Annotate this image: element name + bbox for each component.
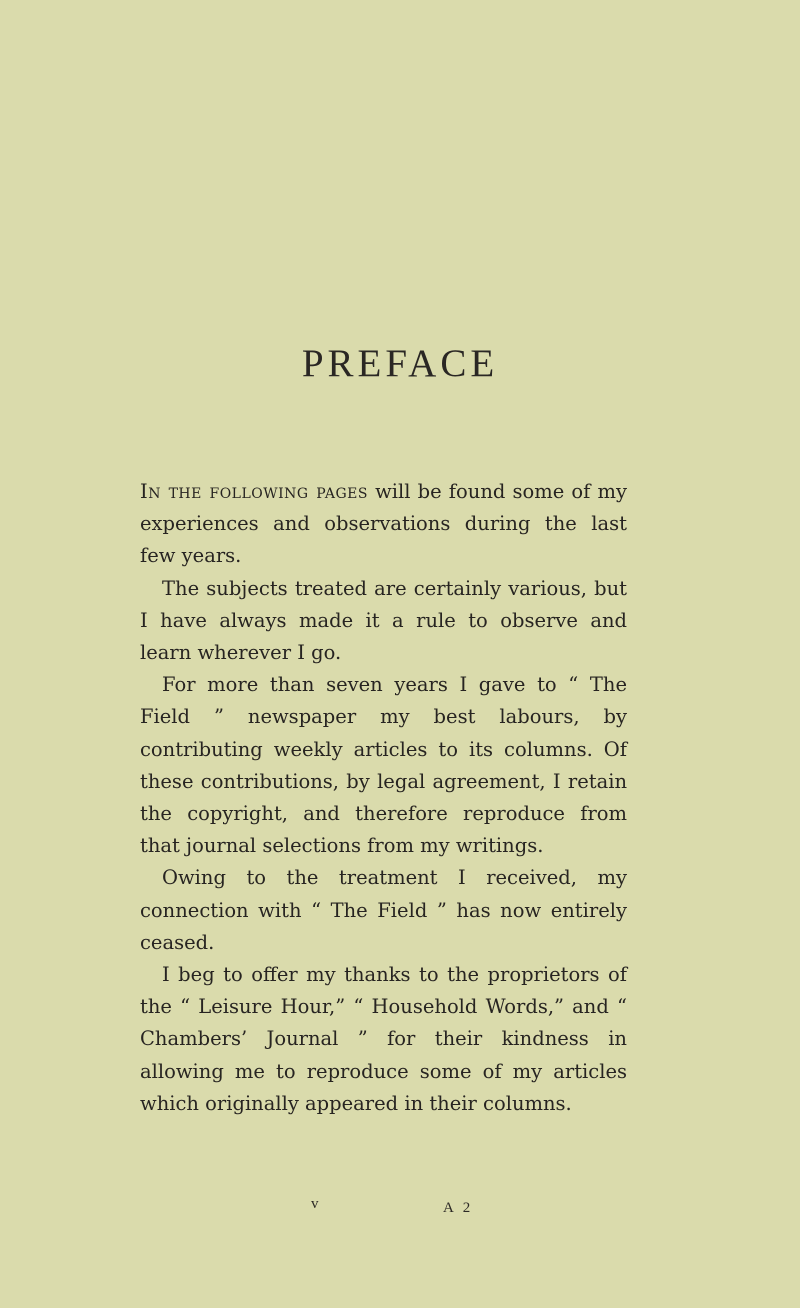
- page-title: PREFACE: [301, 342, 499, 385]
- paragraph-4: Owing to the treatment I received, my connection with “ The Field ” has now entirely ceased.: [140, 866, 627, 954]
- page-footer: [140, 1196, 627, 1220]
- paragraph-1-text: will be found some of my experiences and observations during the last few years.: [140, 480, 628, 568]
- paragraph-3: For more than seven years I gave to “ The Field ” newspaper my best labours, by contributing weekly articles to its columns. Of these contributions, by legal agreement, I retain the copyright, and therefore reproduce from that journal selections from my writings.: [140, 673, 627, 858]
- paragraph-5: I beg to offer my thanks to the proprietors of the “ Leisure Hour,” “ Household Words,” and “ Chambers’ Journal ” for their kindness in allowing me to reproduce some of my articles which originally appeared in their columns.: [140, 963, 627, 1115]
- page-number: v: [311, 1196, 319, 1212]
- paragraph-lead-smallcaps: In the following pages: [140, 480, 368, 503]
- paragraph-1: [140, 476, 627, 573]
- signature-mark: A 2: [443, 1200, 474, 1216]
- preface-body: [140, 476, 627, 1120]
- paragraph-2: The subjects treated are certainly various, but I have always made it a rule to observe and learn wherever I go.: [140, 576, 627, 665]
